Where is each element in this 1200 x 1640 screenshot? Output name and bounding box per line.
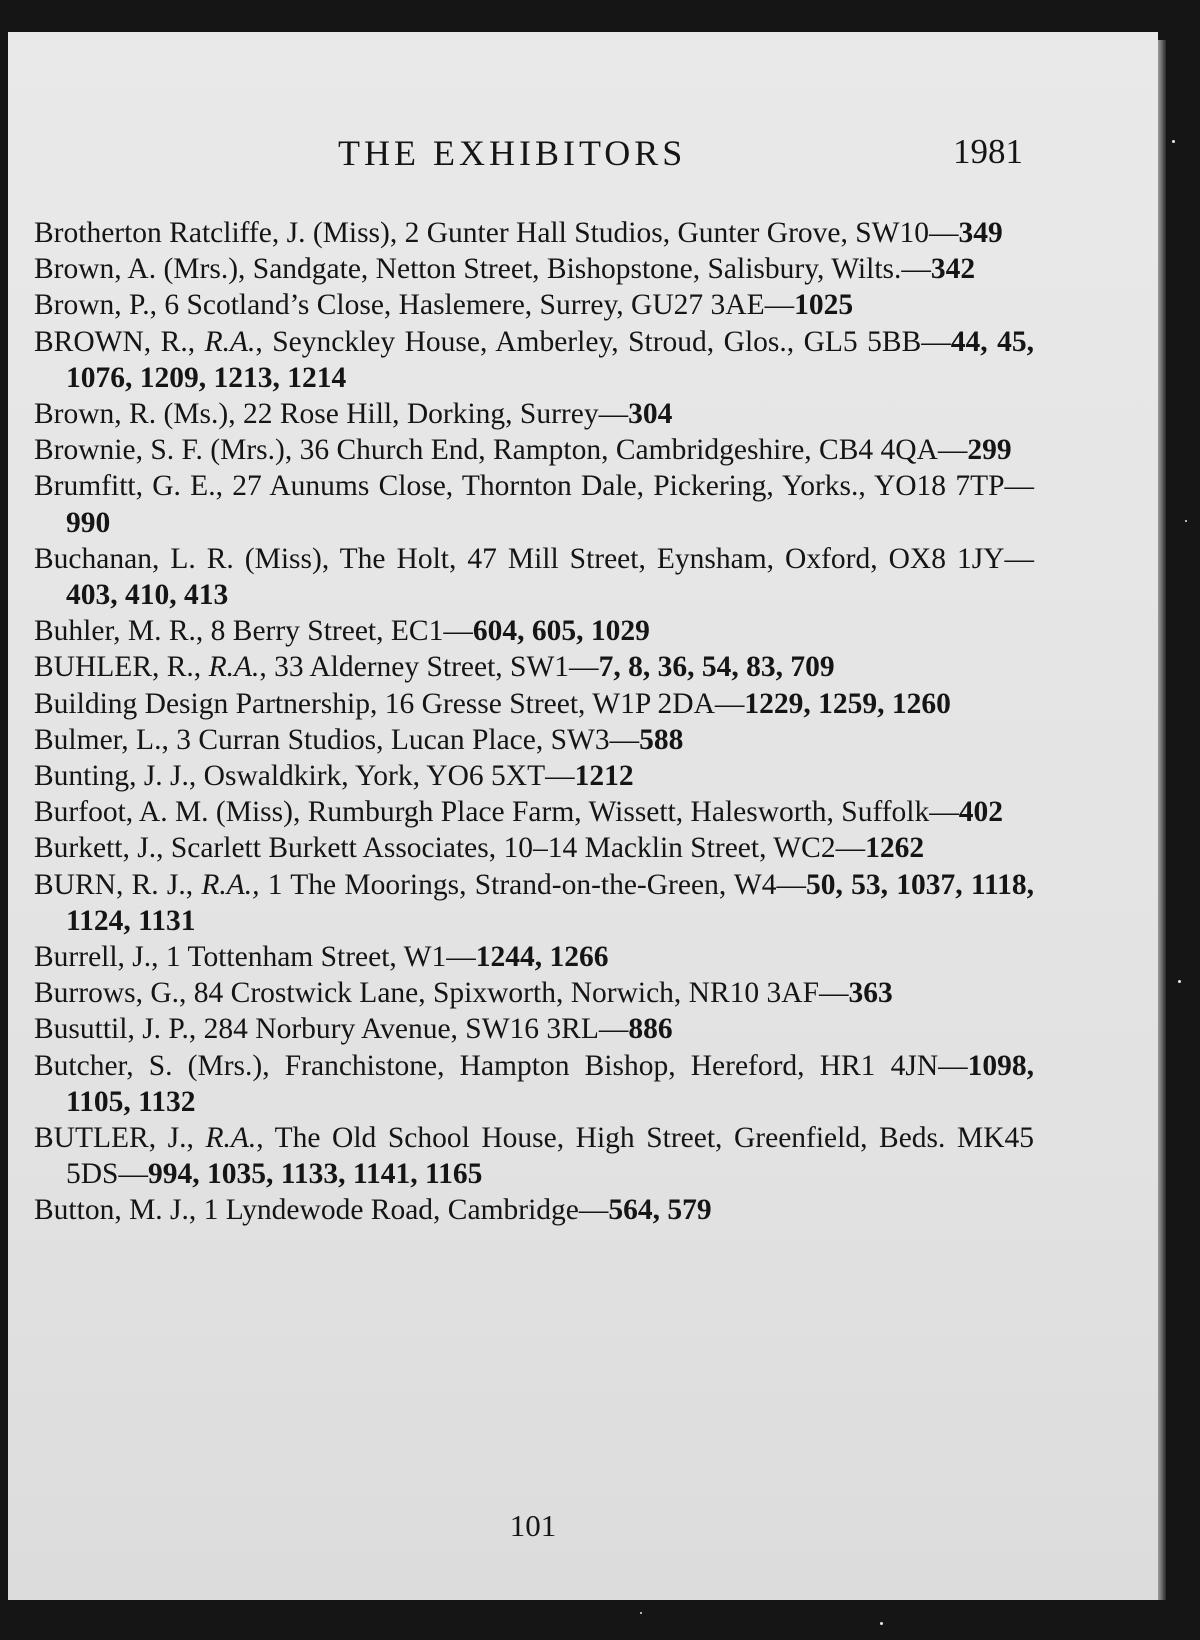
exhibitor-entry: Burfoot, A. M. (Miss), Rumburgh Place Farm, Wissett, Halesworth, Suffolk—402 xyxy=(34,796,1004,829)
exhibitor-entry: Brownie, S. F. (Mrs.), 36 Church End, Rampton, Cambridgeshire, CB4 4QA—299 xyxy=(34,434,1012,467)
exhibitor-entry: Burrell, J., 1 Tottenham Street, W1—1244, 1266 xyxy=(34,941,609,974)
exhibitor-entry: Butcher, S. (Mrs.), Franchistone, Hampton Bishop, Hereford, HR1 4JN—1098, 1105, 1132 xyxy=(34,1049,1034,1118)
exhibitor-entry: Busuttil, J. P., 284 Norbury Avenue, SW16 3RL—886 xyxy=(34,1013,673,1046)
exhibitor-entry: Burrows, G., 84 Crostwick Lane, Spixworth, Norwich, NR10 3AF—363 xyxy=(34,977,893,1010)
running-header xyxy=(8,132,1158,182)
catalogue-numbers: 1098, 1105, 1132 xyxy=(66,1049,1034,1118)
academician-title: R.A. xyxy=(205,1122,257,1155)
catalogue-numbers: 304 xyxy=(628,398,673,431)
catalogue-numbers: 994, 1035, 1133, 1141, 1165 xyxy=(147,1158,483,1191)
exhibitor-entry: Burkett, J., Scarlett Burkett Associates, 10–14 Macklin Street, WC2—1262 xyxy=(34,832,925,865)
academician-title: R.A. xyxy=(208,651,260,684)
book-page xyxy=(8,32,1158,1600)
exhibitor-entry: BURN, R. J., R.A., 1 The Moorings, Strand-on-the-Green, W4—50, 53, 1037, 1118, 1124, 1131 xyxy=(34,868,1035,937)
catalogue-numbers: 44, 45, 1076, 1209, 1213, 1214 xyxy=(66,325,1034,394)
header-title: THE EXHIBITORS xyxy=(338,133,687,173)
exhibitor-entry: BUHLER, R., R.A., 33 Alderney Street, SW1—7, 8, 36, 54, 83, 709 xyxy=(34,651,835,684)
dust-speck xyxy=(1185,520,1187,522)
dust-speck xyxy=(640,1612,642,1614)
dust-speck xyxy=(1172,140,1175,143)
catalogue-numbers: 886 xyxy=(628,1013,673,1046)
exhibitor-entry: Buchanan, L. R. (Miss), The Holt, 47 Mill Street, Eynsham, Oxford, OX8 1JY—403, 410, 413 xyxy=(34,542,1034,612)
catalogue-numbers: 50, 53, 1037, 1118, 1124, 1131 xyxy=(66,868,1035,937)
catalogue-numbers: 604, 605, 1029 xyxy=(472,615,650,648)
catalogue-numbers: 299 xyxy=(967,434,1012,467)
exhibitor-entry: Brumfitt, G. E., 27 Aunums Close, Thornton Dale, Pickering, Yorks., YO18 7TP—990 xyxy=(34,470,1034,539)
exhibitor-entry: BUTLER, J., R.A., The Old School House, High Street, Greenfield, Beds. MK45 5DS—994, 1035, 1133, 1141, 1165 xyxy=(34,1122,1034,1191)
exhibitor-entry: Brown, P., 6 Scotland’s Close, Haslemere, Surrey, GU27 3AE—1025 xyxy=(34,289,854,322)
exhibitor-entry: Button, M. J., 1 Lyndewode Road, Cambridge—564, 579 xyxy=(34,1194,712,1227)
catalogue-numbers: 990 xyxy=(66,506,111,539)
catalogue-numbers: 588 xyxy=(639,723,684,756)
catalogue-numbers: 564, 579 xyxy=(608,1194,712,1227)
catalogue-numbers: 402 xyxy=(958,796,1004,829)
catalogue-numbers: 363 xyxy=(848,977,893,1010)
academician-title: R.A. xyxy=(204,325,256,358)
catalogue-numbers: 1229, 1259, 1260 xyxy=(744,687,951,720)
exhibitor-entry: Brown, R. (Ms.), 22 Rose Hill, Dorking, Surrey—304 xyxy=(34,398,673,431)
catalogue-numbers: 349 xyxy=(958,217,1003,249)
catalogue-numbers: 1212 xyxy=(574,760,634,793)
dust-speck xyxy=(1178,980,1181,983)
exhibitor-entry: Building Design Partnership, 16 Gresse Street, W1P 2DA—1229, 1259, 1260 xyxy=(34,687,951,720)
catalogue-numbers: 342 xyxy=(930,253,976,286)
dust-speck xyxy=(880,1622,883,1625)
exhibitor-entry: Bulmer, L., 3 Curran Studios, Lucan Place, SW3—588 xyxy=(34,723,684,756)
catalogue-numbers: 1025 xyxy=(794,289,854,322)
catalogue-numbers: 7, 8, 36, 54, 83, 709 xyxy=(598,651,835,684)
page-number: 101 xyxy=(509,1508,557,1543)
academician-title: R.A., xyxy=(201,868,260,901)
catalogue-numbers: 1244, 1266 xyxy=(475,941,609,974)
exhibitor-list xyxy=(34,215,1034,1229)
exhibitor-entry: Brotherton Ratcliffe, J. (Miss), 2 Gunter Hall Studios, Gunter Grove, SW10—349 xyxy=(34,217,1003,249)
exhibitor-entry: Buhler, M. R., 8 Berry Street, EC1—604, 605, 1029 xyxy=(34,615,650,648)
catalogue-numbers: 403, 410, 413 xyxy=(66,579,229,612)
header-year: 1981 xyxy=(953,132,1023,171)
catalogue-numbers: 1262 xyxy=(865,832,925,865)
exhibitor-entry: Brown, A. (Mrs.), Sandgate, Netton Street, Bishopstone, Salisbury, Wilts.—342 xyxy=(34,253,976,286)
exhibitor-entry: Bunting, J. J., Oswaldkirk, York, YO6 5XT—1212 xyxy=(34,760,634,793)
exhibitor-entry: BROWN, R., R.A., Seynckley House, Amberley, Stroud, Glos., GL5 5BB—44, 45, 1076, 1209, 1213, 1214 xyxy=(34,325,1034,394)
